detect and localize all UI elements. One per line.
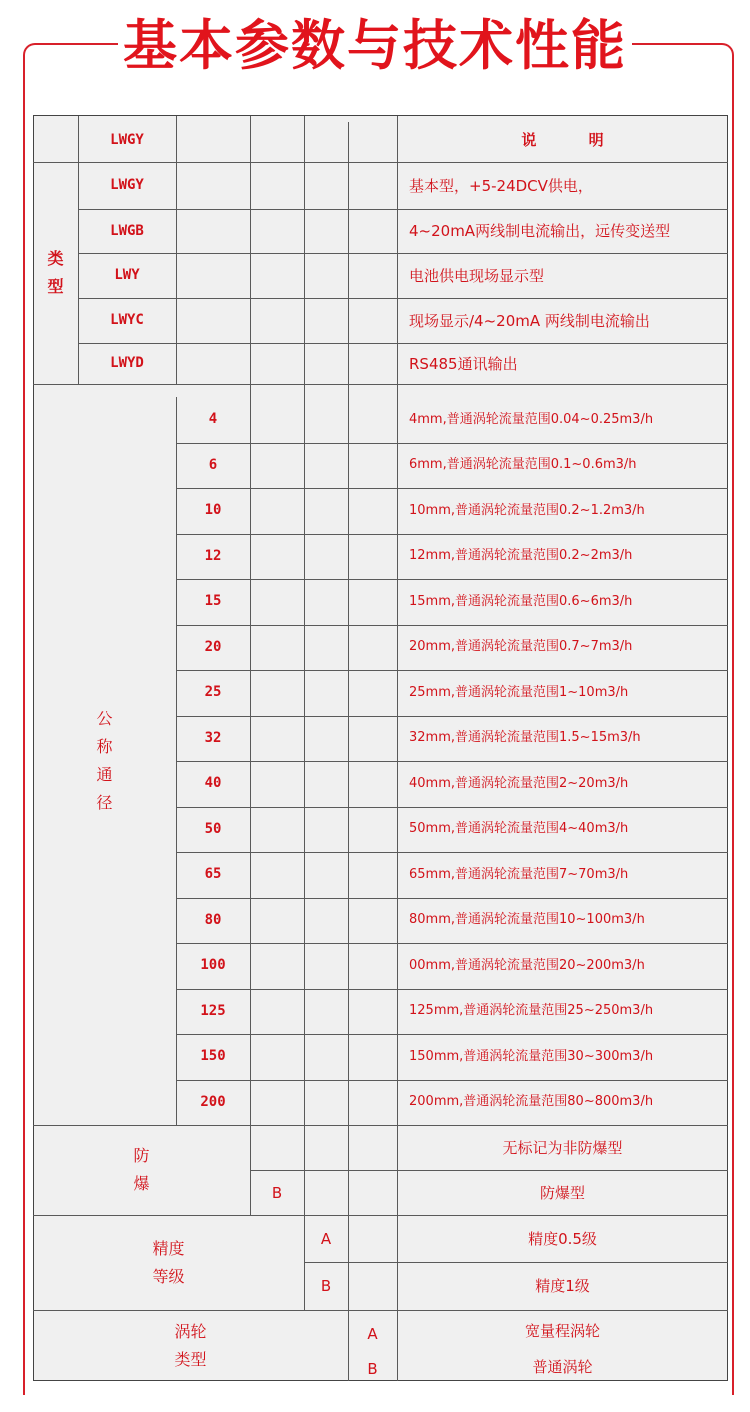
diameter-description: 80mm,普通涡轮流量范围10~100m3/h [409, 912, 645, 928]
diameter-description: 10mm,普通涡轮流量范围0.2~1.2m3/h [409, 502, 645, 518]
diameter-size: 4 [208, 411, 218, 428]
diameter-size: 10 [204, 502, 222, 519]
type-code: LWYC [110, 312, 144, 329]
diameter-description: 150mm,普通涡轮流量范围30~300m3/h [409, 1048, 654, 1064]
diameter-size: 40 [204, 775, 222, 792]
type-description: RS485通讯输出 [409, 354, 518, 373]
diameter-description: 15mm,普通涡轮流量范围0.6~6m3/h [409, 593, 633, 609]
turbine-section-label: 涡轮 类型 [174, 1321, 207, 1369]
diameter-description: 125mm,普通涡轮流量范围25~250m3/h [409, 1003, 654, 1019]
explosion-description: 无标记为非防爆型 [502, 1138, 623, 1157]
diameter-size: 65 [204, 866, 222, 883]
type-code: LWGY [110, 177, 144, 194]
table-rule [176, 397, 177, 1125]
diameter-description: 65mm,普通涡轮流量范围7~70m3/h [409, 866, 629, 882]
type-description: 基本型，+5-24DCV供电， [409, 176, 593, 195]
table-rule [397, 116, 398, 1381]
diameter-description: 12mm,普通涡轮流量范围0.2~2m3/h [409, 548, 633, 564]
table-rule [348, 122, 349, 1381]
diameter-size: 125 [200, 1002, 226, 1019]
table-rule [176, 116, 177, 384]
turbine-description: 宽量程涡轮 [524, 1322, 600, 1340]
accuracy-section-label: 精度 等级 [152, 1238, 185, 1286]
accuracy-code: A [320, 1229, 332, 1248]
diameter-size: 100 [200, 957, 226, 974]
type-section-label: 类 型 [47, 249, 64, 296]
diameter-description: 6mm,普通涡轮流量范围0.1~0.6m3/h [409, 457, 637, 473]
turbine-description: 普通涡轮 [532, 1357, 593, 1376]
diameter-description: 32mm,普通涡轮流量范围1.5~15m3/h [409, 730, 641, 746]
accuracy-description: 精度0.5级 [528, 1229, 597, 1248]
diameter-description: 200mm,普通涡轮流量范围80~800m3/h [409, 1094, 654, 1110]
diameter-size: 20 [204, 638, 222, 655]
accuracy-description: 精度1级 [535, 1277, 590, 1295]
type-description: 电池供电现场显示型 [409, 266, 545, 285]
turbine-code: B [367, 1359, 378, 1378]
diameter-description: 25mm,普通涡轮流量范围1~10m3/h [409, 684, 629, 700]
turbine-code: A [367, 1325, 378, 1343]
diameter-size: 25 [204, 684, 222, 701]
explosion-section-label: 防 爆 [133, 1146, 150, 1193]
table-rule [78, 116, 79, 384]
type-description: 现场显示/4~20mA 两线制电流输出 [409, 311, 650, 330]
diameter-description: 00mm,普通涡轮流量范围20~200m3/h [409, 957, 645, 973]
explosion-code [250, 1125, 304, 1170]
diameter-size: 32 [204, 729, 222, 746]
header-description: 说 明 [521, 131, 604, 149]
diameter-size: 15 [204, 593, 222, 610]
header-code: LWGY [110, 131, 144, 148]
page-title: 基本参数与技术性能 [123, 14, 627, 77]
diameter-size: 12 [204, 547, 222, 564]
diameter-description: 40mm,普通涡轮流量范围2~20m3/h [409, 775, 629, 791]
table-rule [304, 116, 305, 1310]
type-code: LWYD [110, 355, 144, 372]
type-code: LWY [114, 267, 140, 284]
diameter-description: 20mm,普通涡轮流量范围0.7~7m3/h [409, 639, 633, 655]
explosion-description: 防爆型 [539, 1183, 585, 1202]
diameter-description: 4mm,普通涡轮流量范围0.04~0.25m3/h [409, 411, 654, 427]
diameter-size: 200 [200, 1093, 226, 1110]
diameter-size: 150 [200, 1048, 226, 1065]
accuracy-code: B [320, 1277, 332, 1295]
explosion-code: B [271, 1183, 283, 1202]
diameter-size: 80 [204, 911, 222, 928]
type-code: LWGB [110, 222, 144, 239]
type-description: 4~20mA两线制电流输出，远传变送型 [409, 222, 671, 240]
table-rule [250, 116, 251, 1215]
table-rule [33, 384, 728, 385]
diameter-section-label: 公 称 通 径 [96, 709, 113, 812]
diameter-size: 6 [208, 456, 218, 473]
diameter-description: 50mm,普通涡轮流量范围4~40m3/h [409, 821, 629, 837]
diameter-size: 50 [204, 820, 222, 837]
